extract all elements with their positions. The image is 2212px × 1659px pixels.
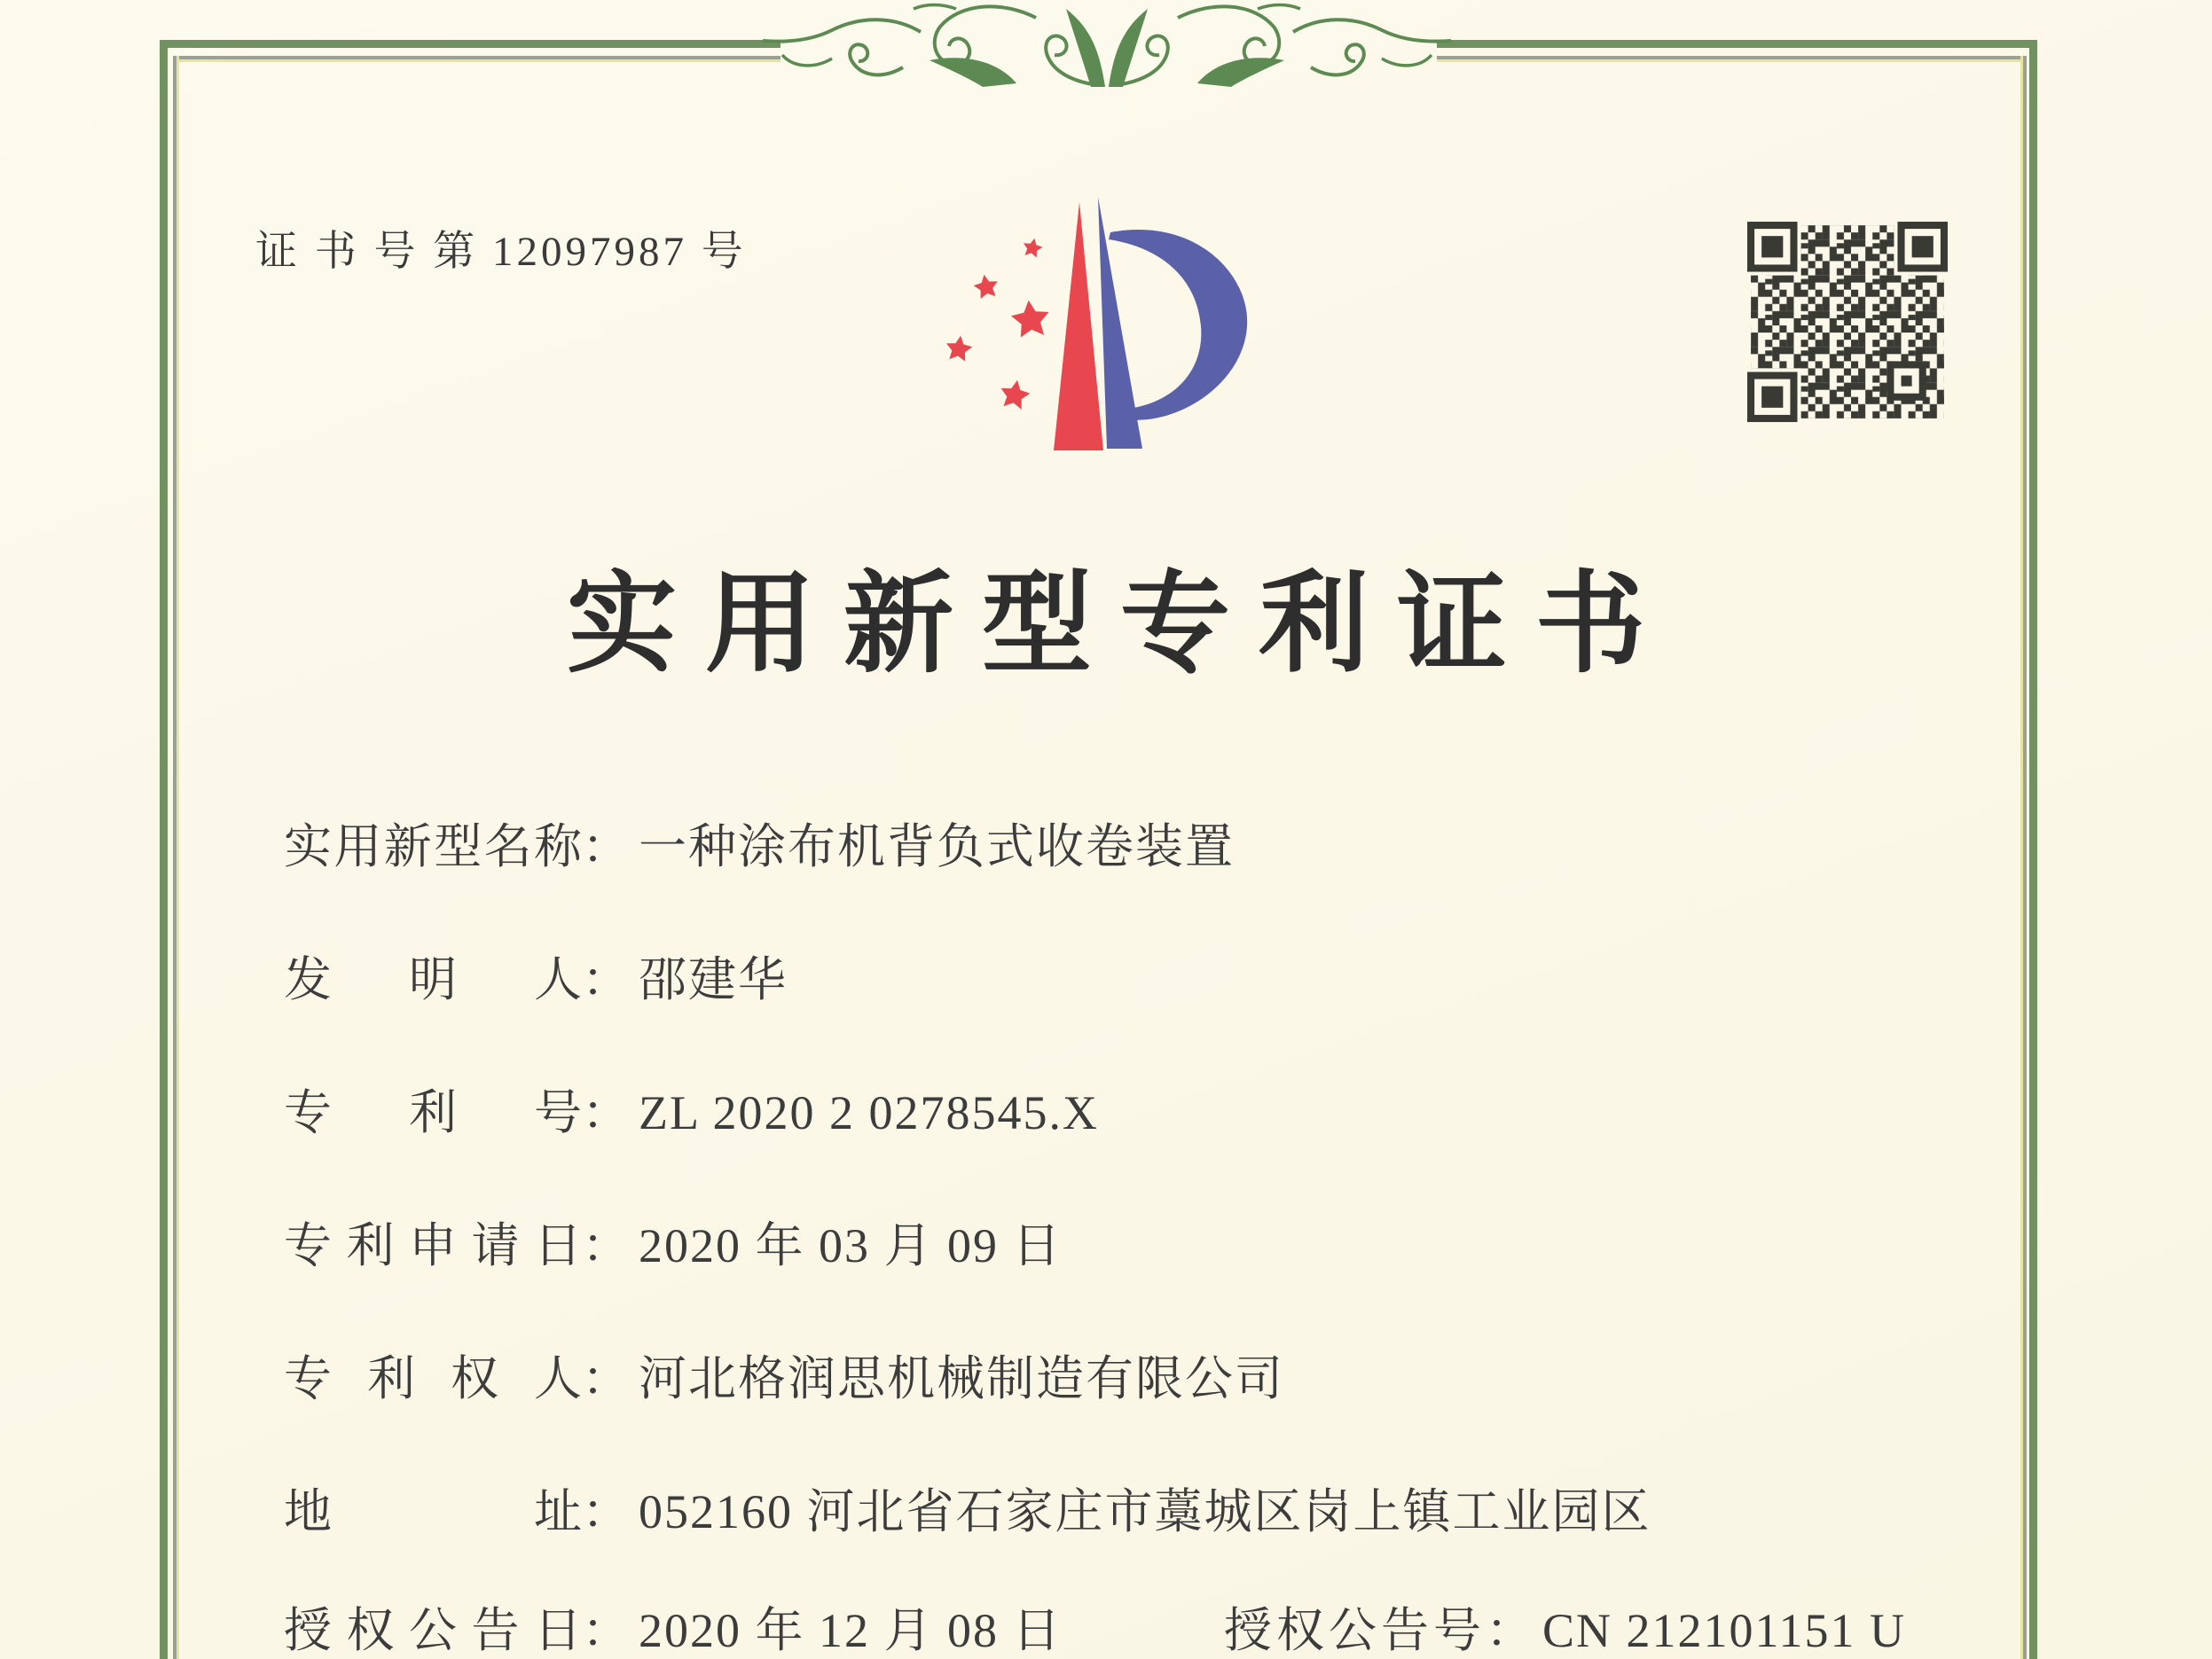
field-label: 授权公告日 <box>284 1604 582 1657</box>
field-value: CN 212101151 U <box>1542 1604 1907 1657</box>
field-value: 2020 年 03 月 09 日 <box>639 1219 1063 1272</box>
field-row-filing-date <box>284 1208 1063 1276</box>
border-top-right-segment <box>1437 40 2037 48</box>
field-row-utility-model-name <box>284 809 1235 877</box>
field-row-grant-date <box>284 1592 1063 1659</box>
field-label: 地址 <box>284 1485 582 1538</box>
border-top-accent-line-left <box>173 59 780 62</box>
field-value: 河北格润思机械制造有限公司 <box>639 1352 1284 1405</box>
field-colon: ： <box>582 1604 630 1657</box>
field-colon: ： <box>582 1485 630 1538</box>
field-colon: ： <box>582 953 630 1006</box>
field-colon: ： <box>582 1086 630 1139</box>
field-row-grant-number <box>1224 1592 1906 1659</box>
border-right-inner-line <box>2023 56 2027 1659</box>
page-title: 实用新型专利证书 <box>566 564 1674 685</box>
field-colon: ： <box>1486 1604 1533 1657</box>
field-value: 邵建华 <box>639 953 788 1006</box>
field-label: 专利权人 <box>284 1352 582 1405</box>
field-label: 专利号 <box>284 1086 582 1139</box>
field-label: 专利申请日 <box>284 1219 582 1272</box>
field-value: ZL 2020 2 0278545.X <box>639 1086 1099 1139</box>
field-colon: ： <box>582 1352 630 1405</box>
field-value: 052160 河北省石家庄市藁城区岗上镇工业园区 <box>639 1485 1651 1538</box>
border-left-line <box>160 40 168 1659</box>
field-value: 一种涂布机背负式收卷装置 <box>639 820 1235 873</box>
border-top-left-segment <box>160 40 780 48</box>
green-scroll-ornament-icon <box>761 0 1453 103</box>
cnipa-patent-logo-icon <box>937 193 1256 459</box>
field-row-patentee <box>284 1341 1284 1409</box>
field-row-patent-number <box>284 1075 1099 1143</box>
border-right-accent-line <box>2020 56 2023 1659</box>
border-top-accent-line-right <box>1437 59 2022 62</box>
field-value: 2020 年 12 月 08 日 <box>639 1604 1063 1657</box>
field-label: 实用新型名称 <box>284 820 582 873</box>
field-row-grant-info <box>0 1592 2212 1655</box>
field-row-address <box>284 1474 1651 1542</box>
qr-code <box>1744 218 1951 426</box>
border-right-line <box>2029 40 2037 1659</box>
field-colon: ： <box>582 820 630 873</box>
field-colon: ： <box>582 1219 630 1272</box>
field-row-inventor <box>284 942 788 1010</box>
field-label: 授权公告号 <box>1224 1604 1486 1657</box>
field-label: 发明人 <box>284 953 582 1006</box>
certificate-number: 证 书 号 第 12097987 号 <box>255 229 747 275</box>
border-left-accent-line <box>176 56 179 1659</box>
